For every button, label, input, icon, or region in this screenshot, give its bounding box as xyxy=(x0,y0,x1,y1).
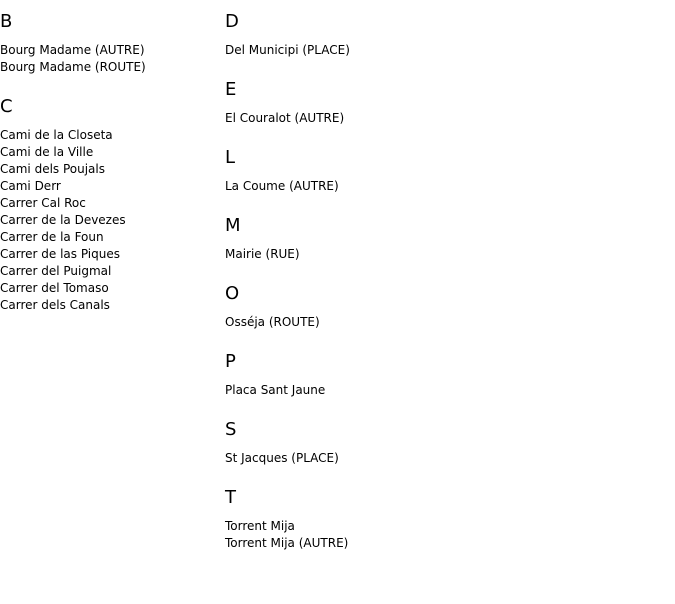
left-column xyxy=(0,0,220,314)
street-link[interactable]: Bourg Madame (AUTRE) xyxy=(0,43,145,57)
street-link[interactable]: Carrer del Tomaso xyxy=(0,281,109,295)
letter-group-t xyxy=(225,487,665,552)
right-column xyxy=(225,0,665,552)
letter-group-m xyxy=(225,215,665,263)
street-link[interactable]: Del Municipi (PLACE) xyxy=(225,43,350,57)
letter-heading: M xyxy=(225,215,241,236)
letter-group-p xyxy=(225,351,665,399)
letter-heading: C xyxy=(0,96,13,117)
street-link[interactable]: La Coume (AUTRE) xyxy=(225,179,339,193)
street-link[interactable]: El Couralot (AUTRE) xyxy=(225,111,345,125)
street-link[interactable]: Cami de la Ville xyxy=(0,145,94,159)
letter-group-e xyxy=(225,79,665,127)
street-list xyxy=(225,246,665,263)
letter-group-c xyxy=(0,96,220,314)
letter-heading: T xyxy=(225,487,236,508)
street-list xyxy=(225,178,665,195)
street-link[interactable]: Torrent Mija (AUTRE) xyxy=(225,536,349,550)
letter-heading: L xyxy=(225,147,236,168)
letter-heading: P xyxy=(225,351,236,372)
street-list xyxy=(0,42,220,76)
street-list xyxy=(225,314,665,331)
street-link[interactable]: Placa Sant Jaune xyxy=(225,383,326,397)
street-link[interactable]: Mairie (RUE) xyxy=(225,247,300,261)
letter-group-s xyxy=(225,419,665,467)
street-list xyxy=(225,382,665,399)
street-link[interactable]: Carrer de la Foun xyxy=(0,230,104,244)
street-list xyxy=(225,110,665,127)
letter-group-d xyxy=(225,11,665,59)
street-list xyxy=(225,518,665,552)
street-link[interactable]: Carrer de la Devezes xyxy=(0,213,126,227)
street-link[interactable]: Carrer del Puigmal xyxy=(0,264,112,278)
street-link[interactable]: Cami Derr xyxy=(0,179,61,193)
street-link[interactable]: Carrer de las Piques xyxy=(0,247,120,261)
street-list xyxy=(0,127,220,314)
street-link[interactable]: Cami dels Poujals xyxy=(0,162,105,176)
street-link[interactable]: Carrer dels Canals xyxy=(0,298,110,312)
letter-heading: D xyxy=(225,11,239,32)
letter-group-b xyxy=(0,11,220,76)
letter-group-o xyxy=(225,283,665,331)
letter-heading: E xyxy=(225,79,237,100)
street-link[interactable]: Carrer Cal Roc xyxy=(0,196,86,210)
street-list xyxy=(225,450,665,467)
letter-heading: B xyxy=(0,11,13,32)
street-link[interactable]: Bourg Madame (ROUTE) xyxy=(0,60,146,74)
street-link[interactable]: Osséja (ROUTE) xyxy=(225,315,320,329)
street-link[interactable]: St Jacques (PLACE) xyxy=(225,451,339,465)
street-link[interactable]: Torrent Mija xyxy=(225,519,295,533)
letter-heading: O xyxy=(225,283,240,304)
letter-heading: S xyxy=(225,419,237,440)
street-list xyxy=(225,42,665,59)
letter-group-l xyxy=(225,147,665,195)
street-link[interactable]: Cami de la Closeta xyxy=(0,128,113,142)
